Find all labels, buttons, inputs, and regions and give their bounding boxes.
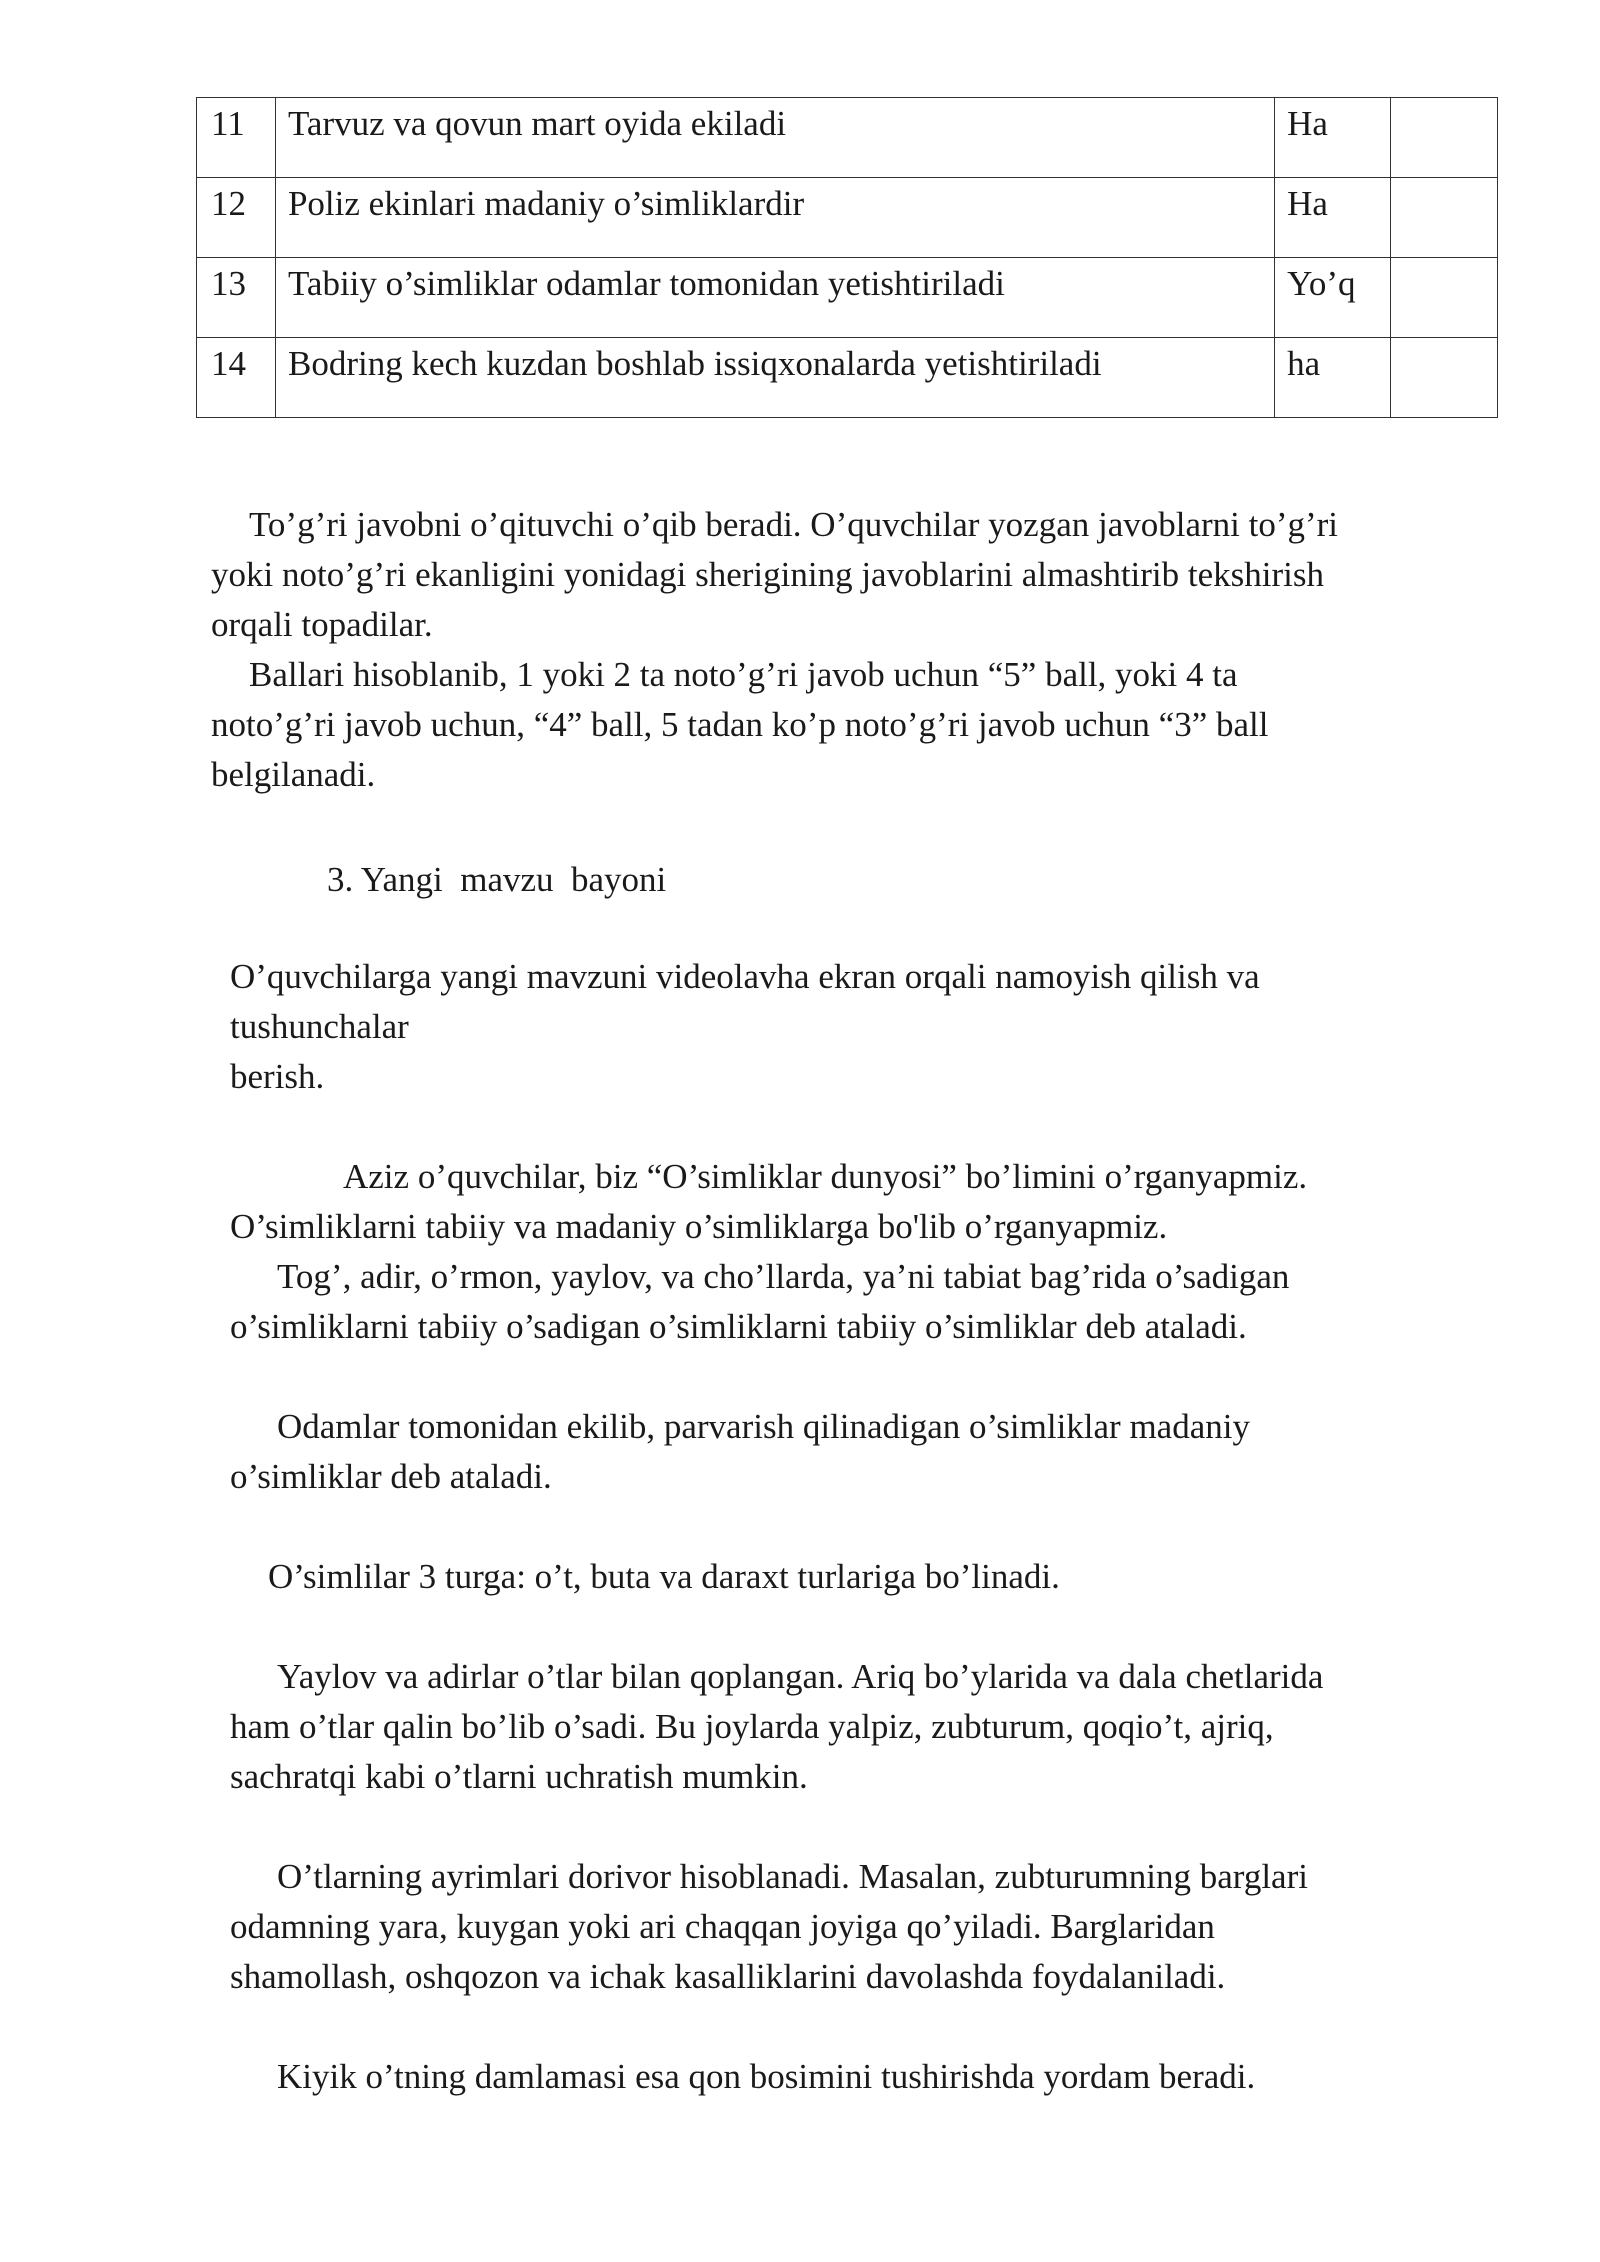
row-number: 14 [197,338,276,418]
text-line: Yaylov va adirlar o’tlar bilan qoplangan. Ariq bo’ylarida va dala chetlarida [277,1657,1324,1696]
quiz-table [196,97,1498,418]
text-line: orqali topadilar. [211,605,433,644]
text-line: o’simliklarni tabiiy o’sadigan o’simliklarni tabiiy o’simliklar deb ataladi. [230,1307,1247,1346]
row-number: 11 [197,98,276,178]
row-statement: Bodring kech kuzdan boshlab issiqxonalarda yetishtiriladi [275,338,1274,418]
text-line: O’simliklarni tabiiy va madaniy o’simliklarga bo'lib o’rganyapmiz. [230,1207,1168,1246]
row-empty-cell [1391,258,1498,338]
text-line: Odamlar tomonidan ekilib, parvarish qilinadigan o’simliklar madaniy [277,1407,1250,1446]
text-line: yoki noto’g’ri ekanligini yonidagi sherigining javoblarini almashtirib tekshirish [211,555,1325,594]
text-line: berish. [230,1057,325,1096]
paragraph-video-intro [230,952,1430,1102]
row-number: 12 [197,178,276,258]
text-line: ham o’tlar qalin bo’lib o’sadi. Bu joylarda yalpiz, zubturum, qoqio’t, ajriq, [230,1707,1274,1746]
paragraph-medicinal [230,1852,1520,2002]
row-empty-cell [1391,178,1498,258]
section-heading [327,855,1327,905]
table-row [197,258,1498,338]
row-answer: Ha [1275,98,1391,178]
text-line: Aziz o’quvchilar, biz “O’simliklar dunyosi” bo’limini o’rganyapmiz. [343,1157,1308,1196]
text-line: O’tlarning ayrimlari dorivor hisoblanadi. Masalan, zubturumning barglari [277,1857,1308,1896]
paragraph-grasses [230,1652,1520,1802]
text-line: sachratqi kabi o’tlarni uchratish mumkin. [230,1757,808,1796]
row-empty-cell [1391,98,1498,178]
text-line: O’simlilar 3 turga: o’t, buta va daraxt turlariga bo’linadi. [268,1557,1060,1596]
text-line: O’quvchilarga yangi mavzuni videolavha ekran orqali namoyish qilish va [230,957,1260,996]
text-line: o’simliklar deb ataladi. [230,1457,552,1496]
row-answer: Yo’q [1275,258,1391,338]
row-answer: ha [1275,338,1391,418]
paragraph-kiyik-ot [230,2052,1520,2102]
paragraph-cultivated-plants [230,1402,1520,1502]
text-line: Tog’, adir, o’rmon, yaylov, va cho’llarda, ya’ni tabiat bag’rida o’sadigan [277,1257,1290,1296]
row-statement: Poliz ekinlari madaniy o’simliklardir [275,178,1274,258]
heading-text: 3. Yangi mavzu bayoni [327,860,667,899]
table-row [197,98,1498,178]
text-line: To’g’ri javobni o’qituvchi o’qib beradi. O’quvchilar yozgan javoblarni to’g’ri [249,505,1339,544]
paragraph-answer-check [211,500,1511,650]
table-row [197,178,1498,258]
row-answer: Ha [1275,178,1391,258]
paragraph-plant-world [230,1152,1520,1352]
row-statement: Tabiiy o’simliklar odamlar tomonidan yetishtiriladi [275,258,1274,338]
text-line: noto’g’ri javob uchun, “4” ball, 5 tadan ko’p noto’g’ri javob uchun “3” ball [211,705,1269,744]
paragraph-grading [211,650,1511,800]
text-line: shamollash, oshqozon va ichak kasalliklarini davolashda foydalaniladi. [230,1957,1226,1996]
text-line: belgilanadi. [211,755,376,794]
text-line: Kiyik o’tning damlamasi esa qon bosimini tushirishda yordam beradi. [277,2057,1256,2096]
text-line: Ballari hisoblanib, 1 yoki 2 ta noto’g’ri javob uchun “5” ball, yoki 4 ta [249,655,1238,694]
row-empty-cell [1391,338,1498,418]
row-statement: Tarvuz va qovun mart oyida ekiladi [275,98,1274,178]
text-line: odamning yara, kuygan yoki ari chaqqan joyiga qo’yiladi. Barglaridan [230,1907,1215,1946]
row-number: 13 [197,258,276,338]
table-row [197,338,1498,418]
paragraph-plant-types [230,1552,1520,1602]
text-line: tushunchalar [230,1007,409,1046]
